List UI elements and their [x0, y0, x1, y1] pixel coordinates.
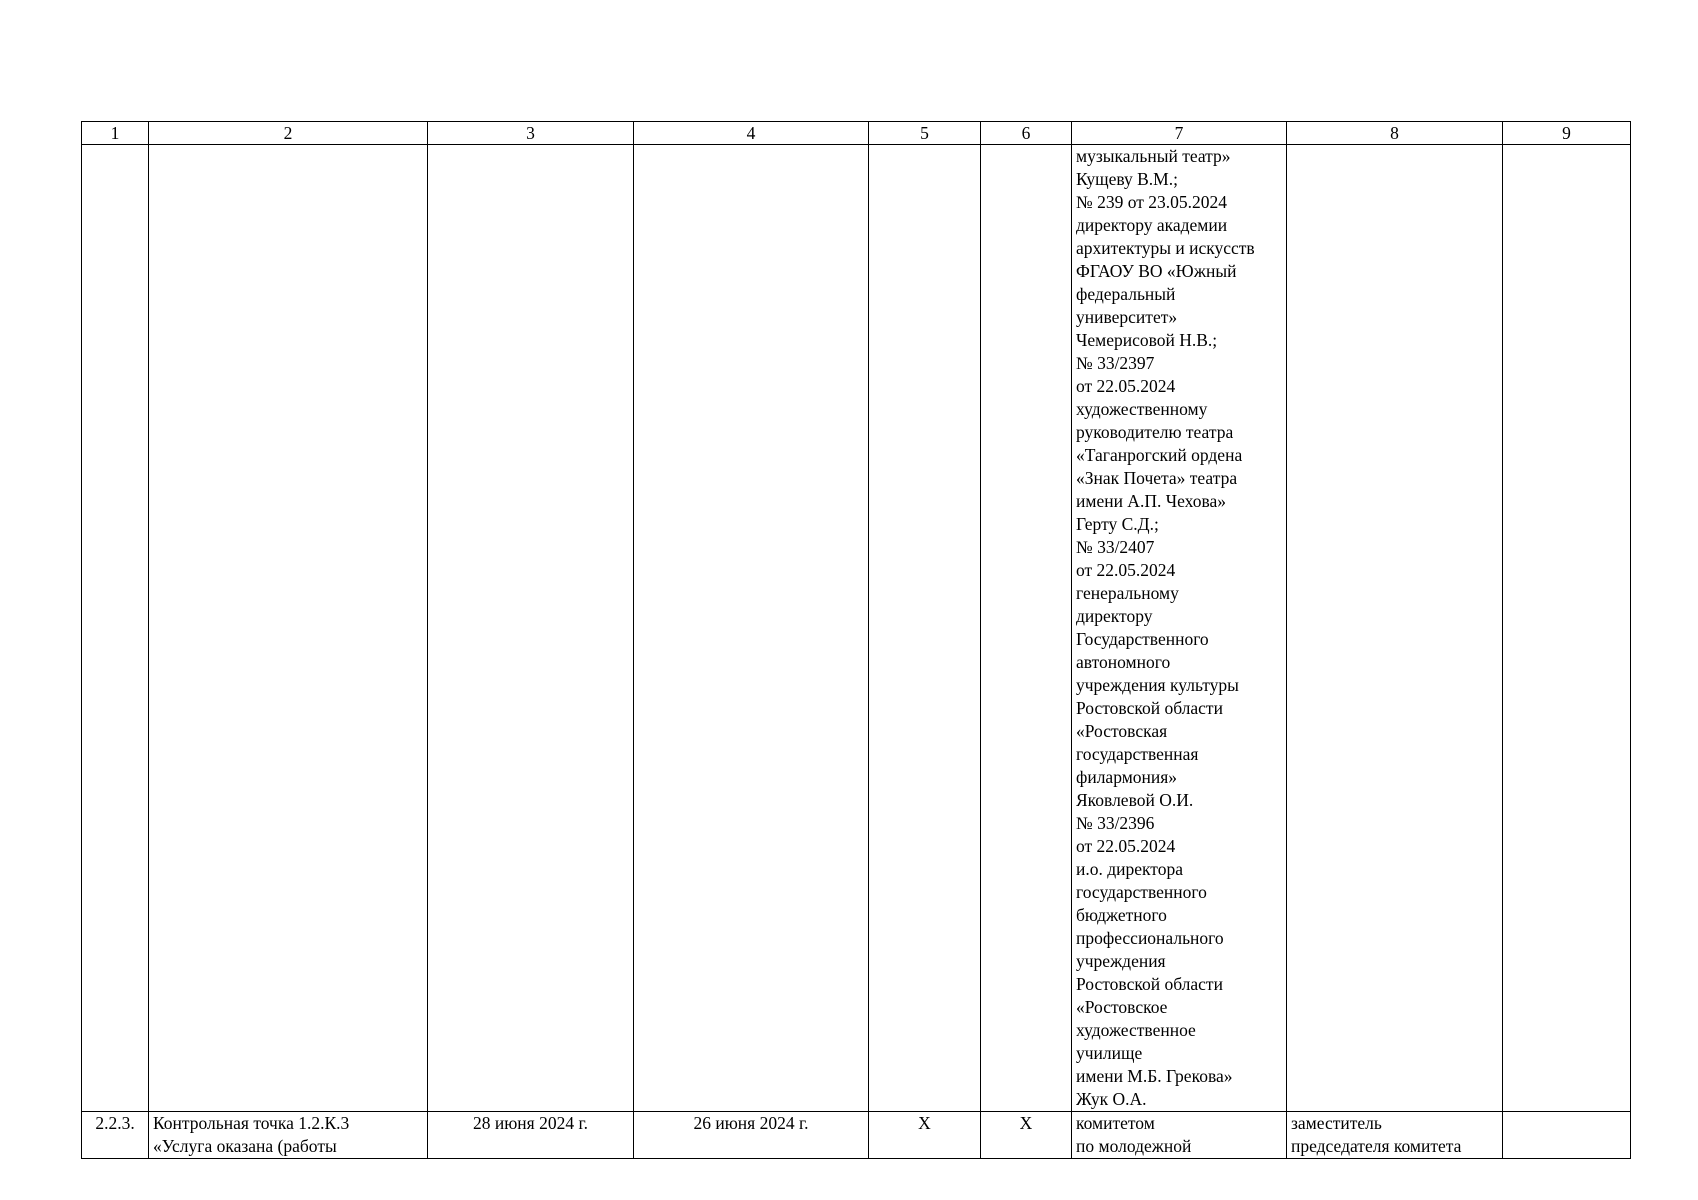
addressee-line: директору академии [1076, 215, 1228, 235]
continuation-cell-7-addressees [1072, 145, 1287, 1112]
planned-date: 28 июня 2024 г. [428, 1112, 634, 1159]
addressee-line: от 22.05.2024 [1076, 376, 1176, 396]
addressee-line: учреждения [1076, 951, 1166, 971]
addressee-line: художественное [1076, 1020, 1196, 1040]
addressee-line: Кущеву В.М.; [1076, 169, 1178, 189]
addressee-line: № 33/2397 [1076, 353, 1155, 373]
addressee-line: государственного [1076, 882, 1207, 902]
addressee-line: архитектуры и искусств [1076, 238, 1255, 258]
header-cell-3: 3 [428, 122, 634, 145]
addressee-line: училище [1076, 1043, 1143, 1063]
continuation-cell-3 [428, 145, 634, 1112]
continuation-row [82, 145, 1631, 1112]
addressee-line: от 22.05.2024 [1076, 560, 1176, 580]
responsible-body [1072, 1112, 1287, 1159]
control-point-line: Контрольная точка 1.2.К.3 [153, 1113, 350, 1133]
responsible-body-line: по молодежной [1076, 1136, 1192, 1156]
addressee-line: филармония» [1076, 767, 1178, 787]
addressee-line: университет» [1076, 307, 1178, 327]
addressee-line: профессионального [1076, 928, 1224, 948]
addressee-line: имени А.П. Чехова» [1076, 491, 1227, 511]
header-cell-7: 7 [1072, 122, 1287, 145]
addressee-line: генеральному [1076, 583, 1179, 603]
col6-mark: Х [981, 1112, 1072, 1159]
addressee-line: федеральный [1076, 284, 1176, 304]
continuation-cell-2 [149, 145, 428, 1112]
header-cell-4: 4 [634, 122, 869, 145]
addressee-line: ФГАОУ ВО «Южный [1076, 261, 1237, 281]
header-cell-8: 8 [1287, 122, 1503, 145]
row-2-2-3 [82, 1112, 1631, 1159]
responsible-body-line: комитетом [1076, 1113, 1155, 1133]
header-cell-1: 1 [82, 122, 149, 145]
responsible-person-line: заместитель [1291, 1113, 1382, 1133]
addressee-line: «Ростовская [1076, 721, 1168, 741]
addressee-line: «Таганрогский ордена [1076, 445, 1243, 465]
header-cell-9: 9 [1503, 122, 1631, 145]
addressee-line: имени М.Б. Грекова» [1076, 1066, 1233, 1086]
responsible-person-line: председателя комитета [1291, 1136, 1462, 1156]
addressee-line: художественному [1076, 399, 1208, 419]
row-number: 2.2.3. [82, 1112, 149, 1159]
addressee-line: музыкальный театр» [1076, 146, 1231, 166]
continuation-cell-4 [634, 145, 869, 1112]
addressee-line: учреждения культуры [1076, 675, 1239, 695]
actual-date: 26 июня 2024 г. [634, 1112, 869, 1159]
addressee-line: № 33/2396 [1076, 813, 1155, 833]
addressee-line: руководителю театра [1076, 422, 1234, 442]
addressee-line: Ростовской области [1076, 698, 1223, 718]
addressee-line: № 239 от 23.05.2024 [1076, 192, 1227, 212]
addressee-line: и.о. директора [1076, 859, 1183, 879]
continuation-cell-9 [1503, 145, 1631, 1112]
addressee-line: от 22.05.2024 [1076, 836, 1176, 856]
report-table [81, 121, 1631, 1159]
control-point-line: «Услуга оказана (работы [153, 1136, 337, 1156]
header-cell-6: 6 [981, 122, 1072, 145]
continuation-cell-8 [1287, 145, 1503, 1112]
addressee-line: автономного [1076, 652, 1171, 672]
control-point-name [149, 1112, 428, 1159]
continuation-cell-6 [981, 145, 1072, 1112]
addressee-line: бюджетного [1076, 905, 1167, 925]
continuation-cell-1 [82, 145, 149, 1112]
column-number-header-row [82, 122, 1631, 145]
addressee-line: Чемерисовой Н.В.; [1076, 330, 1218, 350]
addressee-line: «Знак Почета» театра [1076, 468, 1238, 488]
col5-mark: Х [869, 1112, 981, 1159]
addressee-line: № 33/2407 [1076, 537, 1155, 557]
addressee-line: «Ростовское [1076, 997, 1168, 1017]
addressee-line: Герту С.Д.; [1076, 514, 1159, 534]
header-cell-5: 5 [869, 122, 981, 145]
continuation-cell-5 [869, 145, 981, 1112]
col9-cell [1503, 1112, 1631, 1159]
addressee-line: директору [1076, 606, 1153, 626]
addressee-line: государственная [1076, 744, 1199, 764]
addressee-line: Яковлевой О.И. [1076, 790, 1194, 810]
header-cell-2: 2 [149, 122, 428, 145]
addressee-line: Жук О.А. [1076, 1089, 1147, 1109]
responsible-person [1287, 1112, 1503, 1159]
addressee-line: Государственного [1076, 629, 1209, 649]
addressee-line: Ростовской области [1076, 974, 1223, 994]
